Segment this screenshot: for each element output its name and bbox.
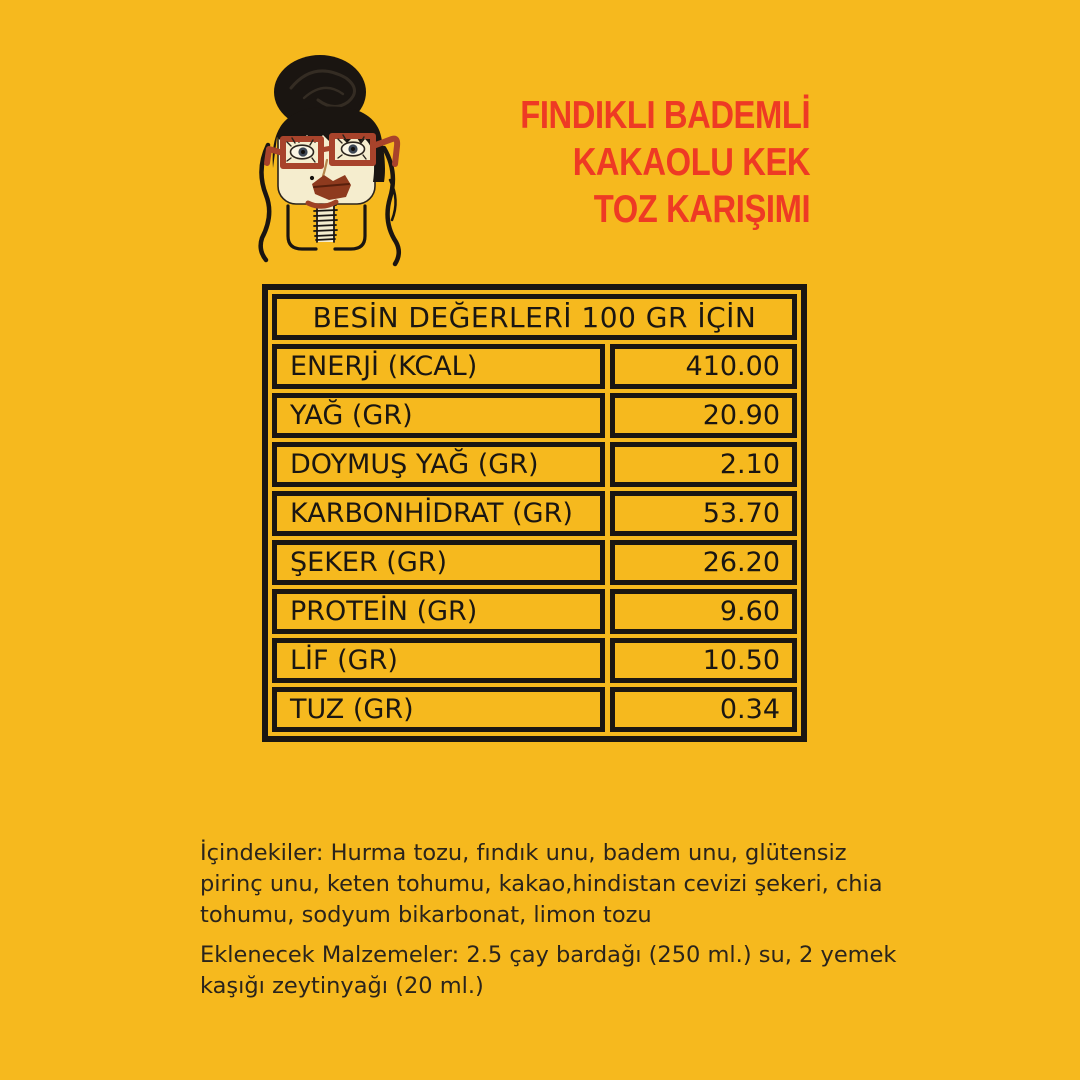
product-title-line-1: FINDIKLI BADEMLİ [520,94,810,137]
table-row-fiber [272,638,797,683]
footer-text-block [200,838,900,1002]
nutrient-label: LİF (GR) [272,638,605,683]
woman-mascot-illustration [246,50,438,268]
beauty-mark [310,176,314,180]
nutrient-value: 410.00 [610,344,797,389]
product-title [465,92,810,233]
nutrition-table [262,284,807,742]
ingredients-text: İçindekiler: Hurma tozu, fındık unu, badem unu, glütensiz pirinç unu, keten tohumu, kakao,hindistan cevizi şekeri, chia tohumu, sodyum bikarbonat, limon tozu [200,840,883,928]
product-title-line-2: KAKAOLU KEK [572,141,810,184]
nutrition-table-header: BESİN DEĞERLERİ 100 GR İÇİN [272,294,797,340]
nutrient-value: 9.60 [610,589,797,634]
nutrient-value: 20.90 [610,393,797,438]
nutrient-label: YAĞ (GR) [272,393,605,438]
nutrient-value: 2.10 [610,442,797,487]
table-row-saturated-fat [272,442,797,487]
table-row-protein [272,589,797,634]
nutrient-label: TUZ (GR) [272,687,605,732]
table-row-energy [272,344,797,389]
nutrient-label: PROTEİN (GR) [272,589,605,634]
nutrient-label: KARBONHİDRAT (GR) [272,491,605,536]
preparation-text: Eklenecek Malzemeler: 2.5 çay bardağı (250 ml.) su, 2 yemek kaşığı zeytinyağı (20 ml.) [200,942,897,999]
table-row-sugar [272,540,797,585]
nutrient-label: DOYMUŞ YAĞ (GR) [272,442,605,487]
nutrient-value: 10.50 [610,638,797,683]
nutrient-value: 53.70 [610,491,797,536]
nutrient-label: ŞEKER (GR) [272,540,605,585]
nutrient-label: ENERJİ (KCAL) [272,344,605,389]
table-row-fat [272,393,797,438]
table-row-carbohydrate [272,491,797,536]
product-title-line-3: TOZ KARIŞIMI [593,188,810,231]
nutrient-value: 0.34 [610,687,797,732]
nutrient-value: 26.20 [610,540,797,585]
table-row-salt [272,687,797,732]
